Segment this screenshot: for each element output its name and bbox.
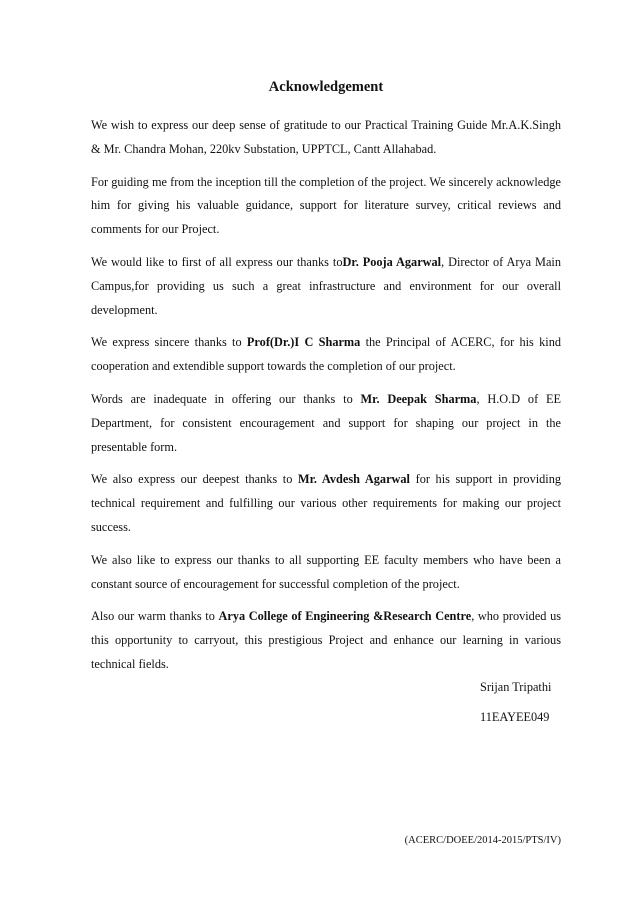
paragraph-faculty <box>91 549 561 597</box>
paragraph-text: Words are inadequate in offering our thanks to <box>91 391 361 406</box>
paragraph-text: the Principal of ACERC, for his kind cooperation and extendible support towards the completion of our project. <box>91 335 561 374</box>
document-page <box>91 0 561 903</box>
paragraph-support <box>91 468 561 539</box>
paragraph-director <box>91 251 561 322</box>
name-hod: Mr. Deepak Sharma <box>360 391 477 406</box>
paragraph-text: , who provided us this opportunity to carryout, this prestigious Project and enhance our learning in various technical fields. <box>91 609 561 671</box>
paragraph-text: , Director of Arya Main Campus,for providing us such a great infrastructure and environment for our overall development. <box>91 254 562 317</box>
paragraph-text: , H.O.D of EE Department, for consistent encouragement and support for shaping our project in the presentable form. <box>91 391 561 454</box>
signature-block <box>480 672 551 732</box>
paragraph-text: We wish to express our deep sense of gratitude to our Practical Training Guide Mr.A.K.Singh & Mr. Chandra Mohan, 220kv Substation, UPPTCL, Cantt Allahabad. <box>91 118 561 156</box>
name-principal: Prof(Dr.)I C Sharma <box>246 335 361 350</box>
signatory-roll-number: 11EAYEE049 <box>480 710 550 724</box>
paragraph-guide <box>91 114 561 162</box>
name-college: Arya College of Engineering &Research Centre <box>218 609 472 624</box>
name-director: Dr. Pooja Agarwal <box>342 254 442 269</box>
paragraph-text: For guiding me from the inception till the completion of the project. We sincerely acknowledge him for giving his valuable guidance, support for literature survey, critical reviews and comments for our Project. <box>91 174 561 237</box>
paragraph-text: We also like to express our thanks to all supporting EE faculty members who have been a constant source of encouragement for successful completion of the project. <box>91 552 561 591</box>
paragraph-college <box>91 605 561 676</box>
document-body <box>91 114 561 686</box>
paragraph-principal <box>91 331 561 379</box>
paragraph-guidance <box>91 171 561 242</box>
paragraph-text: We express sincere thanks to <box>91 335 247 350</box>
paragraph-hod <box>91 388 561 459</box>
name-supporter: Mr. Avdesh Agarwal <box>297 472 410 487</box>
signatory-name: Srijan Tripathi <box>480 680 552 694</box>
paragraph-text: Also our warm thanks to <box>91 609 219 624</box>
document-reference-code: (ACERC/DOEE/2014-2015/PTS/IV) <box>404 835 561 846</box>
paragraph-text: We would like to first of all express our thanks to <box>91 254 343 269</box>
paragraph-text: for his support in providing technical requirement and fulfilling our various other requirements for making our project success. <box>91 472 561 534</box>
paragraph-text: We also express our deepest thanks to <box>91 472 298 487</box>
page-title: Acknowledgement <box>268 79 384 95</box>
